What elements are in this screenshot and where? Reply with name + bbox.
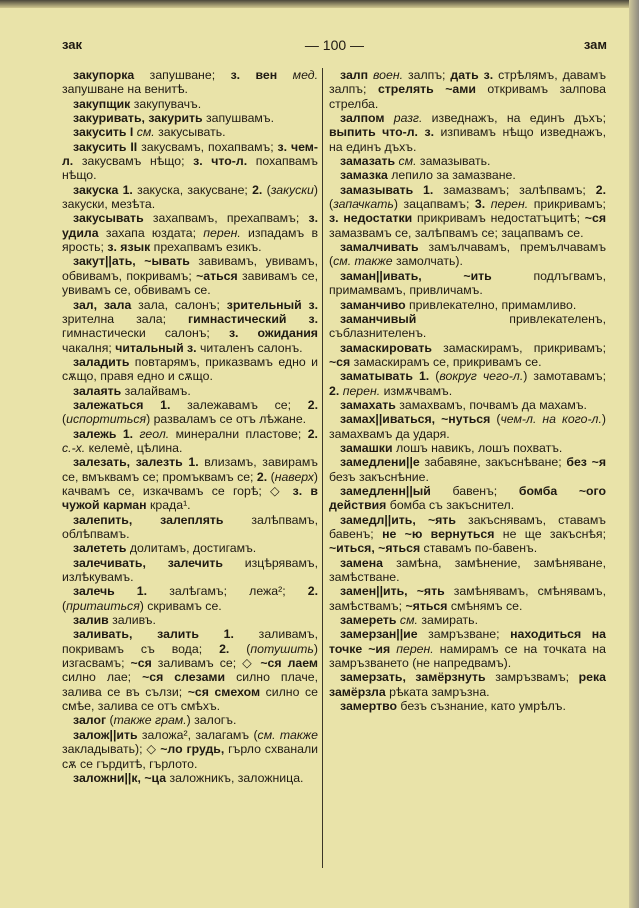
entry-text: ( [329, 197, 334, 212]
entry-text: замазвамъ; залѣпвамъ; [433, 182, 596, 197]
entry-headword: залететь [73, 541, 127, 556]
entry-headword: замахать [340, 397, 396, 412]
entry-text: изпивамъ нѣщо изведнажъ, на единъ дъхъ. [329, 125, 606, 154]
entry-headword: стрелять ~ами [377, 82, 476, 97]
entry-text: гимнастически салонъ; [62, 326, 229, 341]
entry-headword: з. удила [62, 211, 318, 240]
entry-headword: дать з. [450, 68, 494, 82]
entry-text: гърло схванали сѫ се гърдитѣ, гърлото. [62, 742, 319, 771]
dictionary-entry [62, 254, 318, 297]
entry-text: заливъ. [108, 613, 156, 628]
dictionary-entry [329, 484, 606, 513]
entry-text: читаленъ салонъ. [196, 340, 303, 355]
entry-label: перен. [203, 225, 241, 240]
entry-headword: заматывать 1. [340, 369, 430, 384]
entry-label: вокруг чего-л. [439, 369, 524, 384]
dictionary-entry [329, 369, 606, 398]
entry-text: привлекателно, примамливо. [405, 297, 577, 312]
entry-text: ставамъ по-бавенъ. [420, 541, 538, 556]
entry-headword: з. что-л. [193, 154, 248, 169]
entry-text: закъснявамъ, ставамъ бавенъ; [329, 512, 606, 541]
entry-headword: з. в чужой карман [62, 483, 318, 513]
dictionary-entry [329, 168, 606, 182]
entry-text: повтарямъ, приказвамъ едно и сѫщо, правя едно и сѫщо. [62, 354, 318, 384]
right-column [329, 68, 606, 713]
entry-text: зала, салонъ; [131, 297, 227, 312]
dictionary-entry [329, 298, 606, 312]
entry-text [277, 68, 292, 82]
entry-headword: заман||ивать, ~ить [340, 268, 492, 283]
entry-text: замахвамъ, почвамъ да махамъ. [395, 397, 587, 412]
dictionary-entry [62, 68, 318, 97]
entry-headword: закупорка [73, 68, 135, 82]
dictionary-entry [329, 111, 606, 154]
dictionary-entry [329, 398, 606, 412]
entry-headword: находиться на точке ~ия [329, 627, 606, 656]
entry-headword: залп [340, 68, 369, 82]
entry-text: зрителна зала; [62, 311, 189, 326]
entry-headword: без ~я [566, 455, 606, 470]
dictionary-entry [329, 341, 606, 370]
entry-text: ) залогъ. [186, 713, 237, 728]
entry-text: ) зацапвамъ; [393, 197, 475, 212]
entry-headword: залож||ить [73, 727, 138, 742]
entry-headword: зрительный з. [226, 297, 318, 312]
entry-text: ) закуски, мезѣта. [62, 182, 318, 212]
entry-text: прикривамъ недостатъцитѣ; [412, 211, 585, 226]
entry-text: залпъ; [403, 68, 451, 82]
entry-text: закладывать); ◇ [62, 742, 161, 757]
entry-text: крада¹. [146, 498, 191, 513]
entry-text: заложа², залагамъ ( [137, 727, 258, 742]
entry-headword: залезать, залезть 1. [73, 455, 199, 470]
right-guide-word: зам [583, 37, 607, 52]
entry-headword: ~аться [196, 268, 238, 283]
entry-label: воен. [373, 68, 404, 82]
entry-headword: 2. [307, 426, 318, 441]
entry-text: минерални пластове; [169, 426, 308, 441]
entry-headword: река замёрзла [329, 670, 607, 699]
entry-headword: ~ся [584, 211, 606, 226]
entry-text: замазвамъ се, залѣпвамъ се; зацапвамъ се. [329, 225, 584, 240]
entry-headword: заливать, залить 1. [73, 627, 234, 642]
entry-headword: залог [73, 713, 107, 728]
entry-headword: читальный з. [115, 340, 197, 355]
entry-text: заложникъ, заложница. [166, 770, 304, 785]
entry-text: закусвамъ нѣщо; [73, 154, 194, 169]
entry-headword: 2. [307, 397, 318, 412]
entry-text: завивамъ се, увивамъ се, обвивамъ се. [62, 268, 318, 298]
entry-text: заливамъ се; ◇ [151, 656, 261, 671]
dictionary-entry [329, 68, 606, 111]
dictionary-entry [62, 384, 318, 398]
entry-text: привлекателенъ, съблазнителенъ. [329, 311, 606, 341]
entry-headword: заладить [73, 354, 130, 369]
entry-headword: 2. [329, 383, 340, 398]
dictionary-entry [62, 298, 318, 355]
entry-text: силно се смѣе, залива се отъ смѣхъ. [62, 684, 318, 714]
entry-text: лошъ навикъ, лошъ похватъ. [392, 440, 563, 455]
entry-headword: 3. [474, 197, 486, 212]
entry-label: закуски [270, 182, 314, 197]
entry-label: см. [398, 154, 417, 169]
entry-label: с.-х. [62, 440, 86, 455]
entry-headword: 2. [219, 641, 230, 656]
entry-text: изцѣрявамъ, излѣкувамъ. [62, 555, 319, 585]
entry-headword: 2. [256, 469, 268, 484]
entry-text: намирамъ се на точката на замръзването (не напредвамъ). [329, 641, 607, 671]
page-right-edge [629, 0, 639, 908]
dictionary-entry [62, 427, 318, 456]
entry-label: перен. [342, 383, 381, 398]
entry-headword: залаять [73, 383, 122, 398]
entry-headword: замереть [340, 613, 397, 628]
entry-headword: з. язык [107, 240, 151, 255]
entry-text: залежавамъ се; [170, 397, 308, 412]
entry-headword: ~иться, ~яться [329, 541, 421, 556]
entry-label: перен. [396, 641, 434, 656]
entry-text: запушване; [134, 68, 231, 82]
dictionary-entry [62, 355, 318, 384]
entry-text: прехапвамъ езикъ. [150, 240, 262, 255]
entry-headword: заложни||к, ~ца [73, 770, 167, 785]
entry-label: см. также [257, 727, 318, 742]
entry-headword: залив [73, 613, 109, 628]
dictionary-entry [329, 613, 606, 627]
dictionary-entry [62, 125, 318, 139]
left-guide-word: зак [62, 37, 83, 52]
entry-text: прикривамъ; [528, 197, 606, 212]
entry-text: замолчать). [392, 254, 463, 269]
dictionary-entry [329, 513, 606, 556]
entry-headword: ~ся [329, 354, 351, 369]
entry-headword: залежаться 1. [73, 397, 171, 412]
entry-headword: 2. [307, 584, 319, 599]
entry-headword: замалчивать [340, 240, 419, 255]
entry-label: перен. [490, 197, 529, 212]
entry-headword: замерзан||ие [340, 627, 418, 642]
column-divider [322, 68, 323, 868]
entry-text: замѣнявамъ, смѣнявамъ, замѣствамъ; [329, 584, 606, 613]
entry-headword: ~ся лаем [260, 656, 318, 671]
entry-text: замълчавамъ, премълчавамъ ( [329, 240, 606, 269]
entry-text: безъ съзнание, като умрѣлъ. [397, 699, 566, 714]
entry-text: ) разваламъ се отъ лѣжане. [146, 412, 307, 427]
entry-headword: залпом [340, 111, 385, 126]
entry-headword: 2. [595, 182, 606, 197]
dictionary-entry [62, 455, 318, 512]
entry-text: запушвамъ. [202, 111, 274, 126]
page-number: — 100 — [304, 37, 365, 53]
entry-headword: з. недостатки [329, 211, 413, 226]
entry-text: ( [490, 412, 501, 427]
left-column [62, 68, 318, 785]
entry-headword: гимнастический з. [188, 311, 318, 326]
dictionary-entry [329, 312, 606, 341]
entry-headword: ~ся [130, 656, 152, 671]
entry-label: запачкать [333, 197, 394, 212]
entry-text: завивамъ, увивамъ, обвивамъ, покривамъ; [62, 254, 318, 283]
entry-headword: закусить I [73, 125, 134, 140]
entry-headword: залежь 1. [73, 426, 134, 441]
entry-label: геол. [139, 426, 170, 441]
entry-headword: замертво [340, 699, 398, 714]
entry-text: залайвамъ. [121, 383, 191, 398]
entry-headword: заманчивый [340, 311, 417, 326]
dictionary-entry [62, 556, 318, 585]
entry-headword: замен||ить, ~ять [340, 584, 445, 599]
entry-label: потушить [250, 641, 314, 656]
dictionary-entry [62, 771, 318, 785]
entry-headword: замазывать 1. [340, 182, 434, 197]
dictionary-entry [62, 183, 318, 212]
entry-label: чем-л. на кого-л. [500, 412, 602, 427]
entry-text: заливамъ, покривамъ съ вода; [62, 627, 318, 656]
dictionary-entry [329, 455, 606, 484]
entry-text: замаскирамъ, прикривамъ; [431, 340, 606, 355]
dictionary-entry [329, 556, 606, 585]
dictionary-entry [62, 140, 318, 183]
entry-text: ) изгасвамъ; [62, 641, 318, 671]
entry-text: силно плаче, залива се въ сълзи; [62, 670, 318, 699]
entry-headword: замазать [340, 154, 396, 169]
entry-text: ( [429, 369, 440, 384]
entry-text: похапвамъ нѣщо. [62, 154, 318, 183]
dictionary-entry [329, 441, 606, 455]
dictionary-entry [329, 240, 606, 269]
entry-headword: заманчиво [340, 297, 406, 312]
entry-label: см. также [333, 254, 393, 269]
entry-text: замаскирамъ се, прикривамъ се. [350, 354, 542, 369]
entry-headword: замедлени||е [340, 455, 420, 470]
dictionary-entry [62, 584, 318, 613]
dictionary-entry [329, 584, 606, 613]
entry-text: замазывать. [416, 154, 491, 169]
entry-label: разг. [393, 111, 423, 126]
entry-headword: ~ся слезами [142, 670, 226, 685]
dictionary-entry [329, 627, 606, 670]
entry-text: закусывать. [154, 125, 226, 140]
entry-text: чакалня; [62, 340, 116, 355]
entry-text: закусвамъ, похапвамъ; [137, 139, 278, 154]
entry-headword: ~ло грудь, [160, 742, 225, 757]
entry-label: см. [399, 613, 418, 628]
entry-text: бомба съ закъснител. [386, 498, 515, 513]
entry-text: ( [267, 469, 275, 484]
entry-headword: замена [340, 555, 383, 570]
dictionary-entry [62, 211, 318, 254]
entry-text: закуска, закусване; [132, 182, 253, 197]
entry-headword: залечивать, залечить [73, 555, 223, 570]
entry-headword: зал, зала [73, 297, 132, 312]
entry-label: испортиться [66, 412, 147, 427]
entry-headword: закуривать, закурить [73, 111, 203, 126]
entry-text: запушване на венитѣ. [62, 82, 188, 97]
dictionary-entry [62, 111, 318, 125]
entry-text: не ще закъснѣя; [494, 527, 606, 541]
entry-headword: ~ся смехом [187, 684, 261, 699]
entry-headword: з. чем-л. [62, 139, 318, 169]
entry-text: ) скривамъ се. [139, 598, 222, 613]
dictionary-entry [329, 670, 606, 699]
entry-headword: замазка [340, 168, 388, 183]
entry-label: наверх [274, 469, 314, 484]
entry-text [384, 111, 393, 125]
dictionary-entry [62, 398, 318, 427]
entry-label: мед. [292, 68, 319, 82]
entry-text: долитамъ, достигамъ. [126, 541, 257, 556]
entry-text: рѣката замръзна. [385, 684, 490, 699]
dictionary-entry [62, 513, 318, 542]
entry-text: ) замахвамъ да ударя. [329, 412, 606, 441]
entry-text: бавенъ; [430, 483, 519, 498]
entry-text: залѣгамъ; лежа²; [147, 584, 308, 599]
dictionary-entry [329, 412, 606, 441]
entry-label: притаиться [66, 598, 140, 613]
entry-text: стрѣлямъ, давамъ залпъ; [329, 68, 607, 97]
entry-headword: замедленн||ый [340, 483, 431, 498]
page-header [62, 37, 607, 55]
dictionary-entry [62, 97, 318, 111]
entry-text: лепило за замазване. [387, 168, 516, 183]
dictionary-entry [329, 699, 606, 713]
entry-headword: замаскировать [340, 340, 432, 355]
entry-text: забавяне, закъснѣване; [419, 455, 567, 470]
dictionary-entry [62, 713, 318, 727]
entry-headword: бомба ~ого действия [329, 483, 606, 513]
entry-label: также грам. [113, 713, 187, 728]
entry-headword: не ~ю вернуться [382, 527, 495, 541]
entry-text: ) замотавамъ; [523, 369, 606, 384]
entry-headword: замерзать, замёрзнуть [340, 670, 486, 685]
entry-text: ) качвамъ се, изкачвамъ се горѣ; ◇ [62, 469, 318, 498]
entry-headword: закут||ать, ~ывать [73, 254, 190, 269]
entry-headword: замашки [340, 440, 393, 455]
dictionary-entry [329, 154, 606, 168]
entry-headword: выпить что-л. з. [329, 125, 435, 140]
entry-text: замръзване; [417, 627, 511, 642]
entry-text: изведнажъ, на единъ дъхъ; [422, 111, 606, 126]
entry-text: ( [62, 598, 67, 613]
entry-text: келемѐ, цѣлина. [85, 440, 183, 455]
entry-text: силно лае; [62, 670, 143, 685]
entry-headword: закупщик [73, 96, 131, 111]
entry-text: ( [106, 713, 114, 728]
entry-text: ( [229, 641, 251, 656]
entry-text: залѣпвамъ, облѣпвамъ. [62, 512, 318, 541]
entry-headword: закуска 1. [73, 182, 133, 197]
entry-text: закупувачъ. [130, 96, 202, 111]
entry-headword: з. вен [230, 68, 278, 82]
entry-headword: замедл||ить, ~ять [340, 512, 456, 527]
entry-text: замирать. [417, 613, 479, 628]
entry-text: влизамъ, завирамъ се, вмъквамъ се; промъквамъ се; [62, 455, 318, 484]
entry-text: безъ закъснѣние. [329, 469, 429, 484]
dictionary-entry [62, 627, 318, 713]
entry-headword: закусывать [73, 211, 144, 226]
page-top-edge [0, 0, 639, 8]
entry-headword: закусить II [73, 139, 138, 154]
entry-text: смѣнямъ се. [447, 598, 523, 613]
entry-text: ( [62, 412, 67, 427]
entry-headword: ~яться [405, 598, 448, 613]
entry-headword: з. ожидания [228, 326, 318, 341]
entry-text: захапа юздата; [98, 225, 204, 240]
entry-headword: залепить, залеплять [73, 512, 224, 527]
dictionary-entry [62, 613, 318, 627]
dictionary-entry [329, 183, 606, 240]
entry-text: подлъгвамъ, примамвамъ, привличамъ. [329, 268, 606, 298]
entry-headword: залечь 1. [73, 584, 148, 599]
dictionary-entry [329, 269, 606, 298]
entry-text: откривамъ залпова стрелба. [329, 82, 606, 111]
entry-label: см. [136, 125, 155, 140]
entry-text: захапвамъ, прехапвамъ; [143, 211, 309, 226]
dictionary-entry [62, 728, 318, 771]
entry-text: замръзвамъ; [485, 670, 579, 685]
entry-text: изпадамъ в ярость; [62, 225, 318, 255]
entry-text: измѫчвамъ. [380, 383, 453, 398]
dictionary-entry [62, 541, 318, 555]
entry-headword: замах||иваться, ~нуться [340, 412, 491, 427]
entry-text: ( [262, 182, 271, 197]
entry-text: замѣна, замѣнение, замѣняване, замѣстване. [329, 555, 606, 585]
entry-headword: 2. [252, 182, 263, 197]
